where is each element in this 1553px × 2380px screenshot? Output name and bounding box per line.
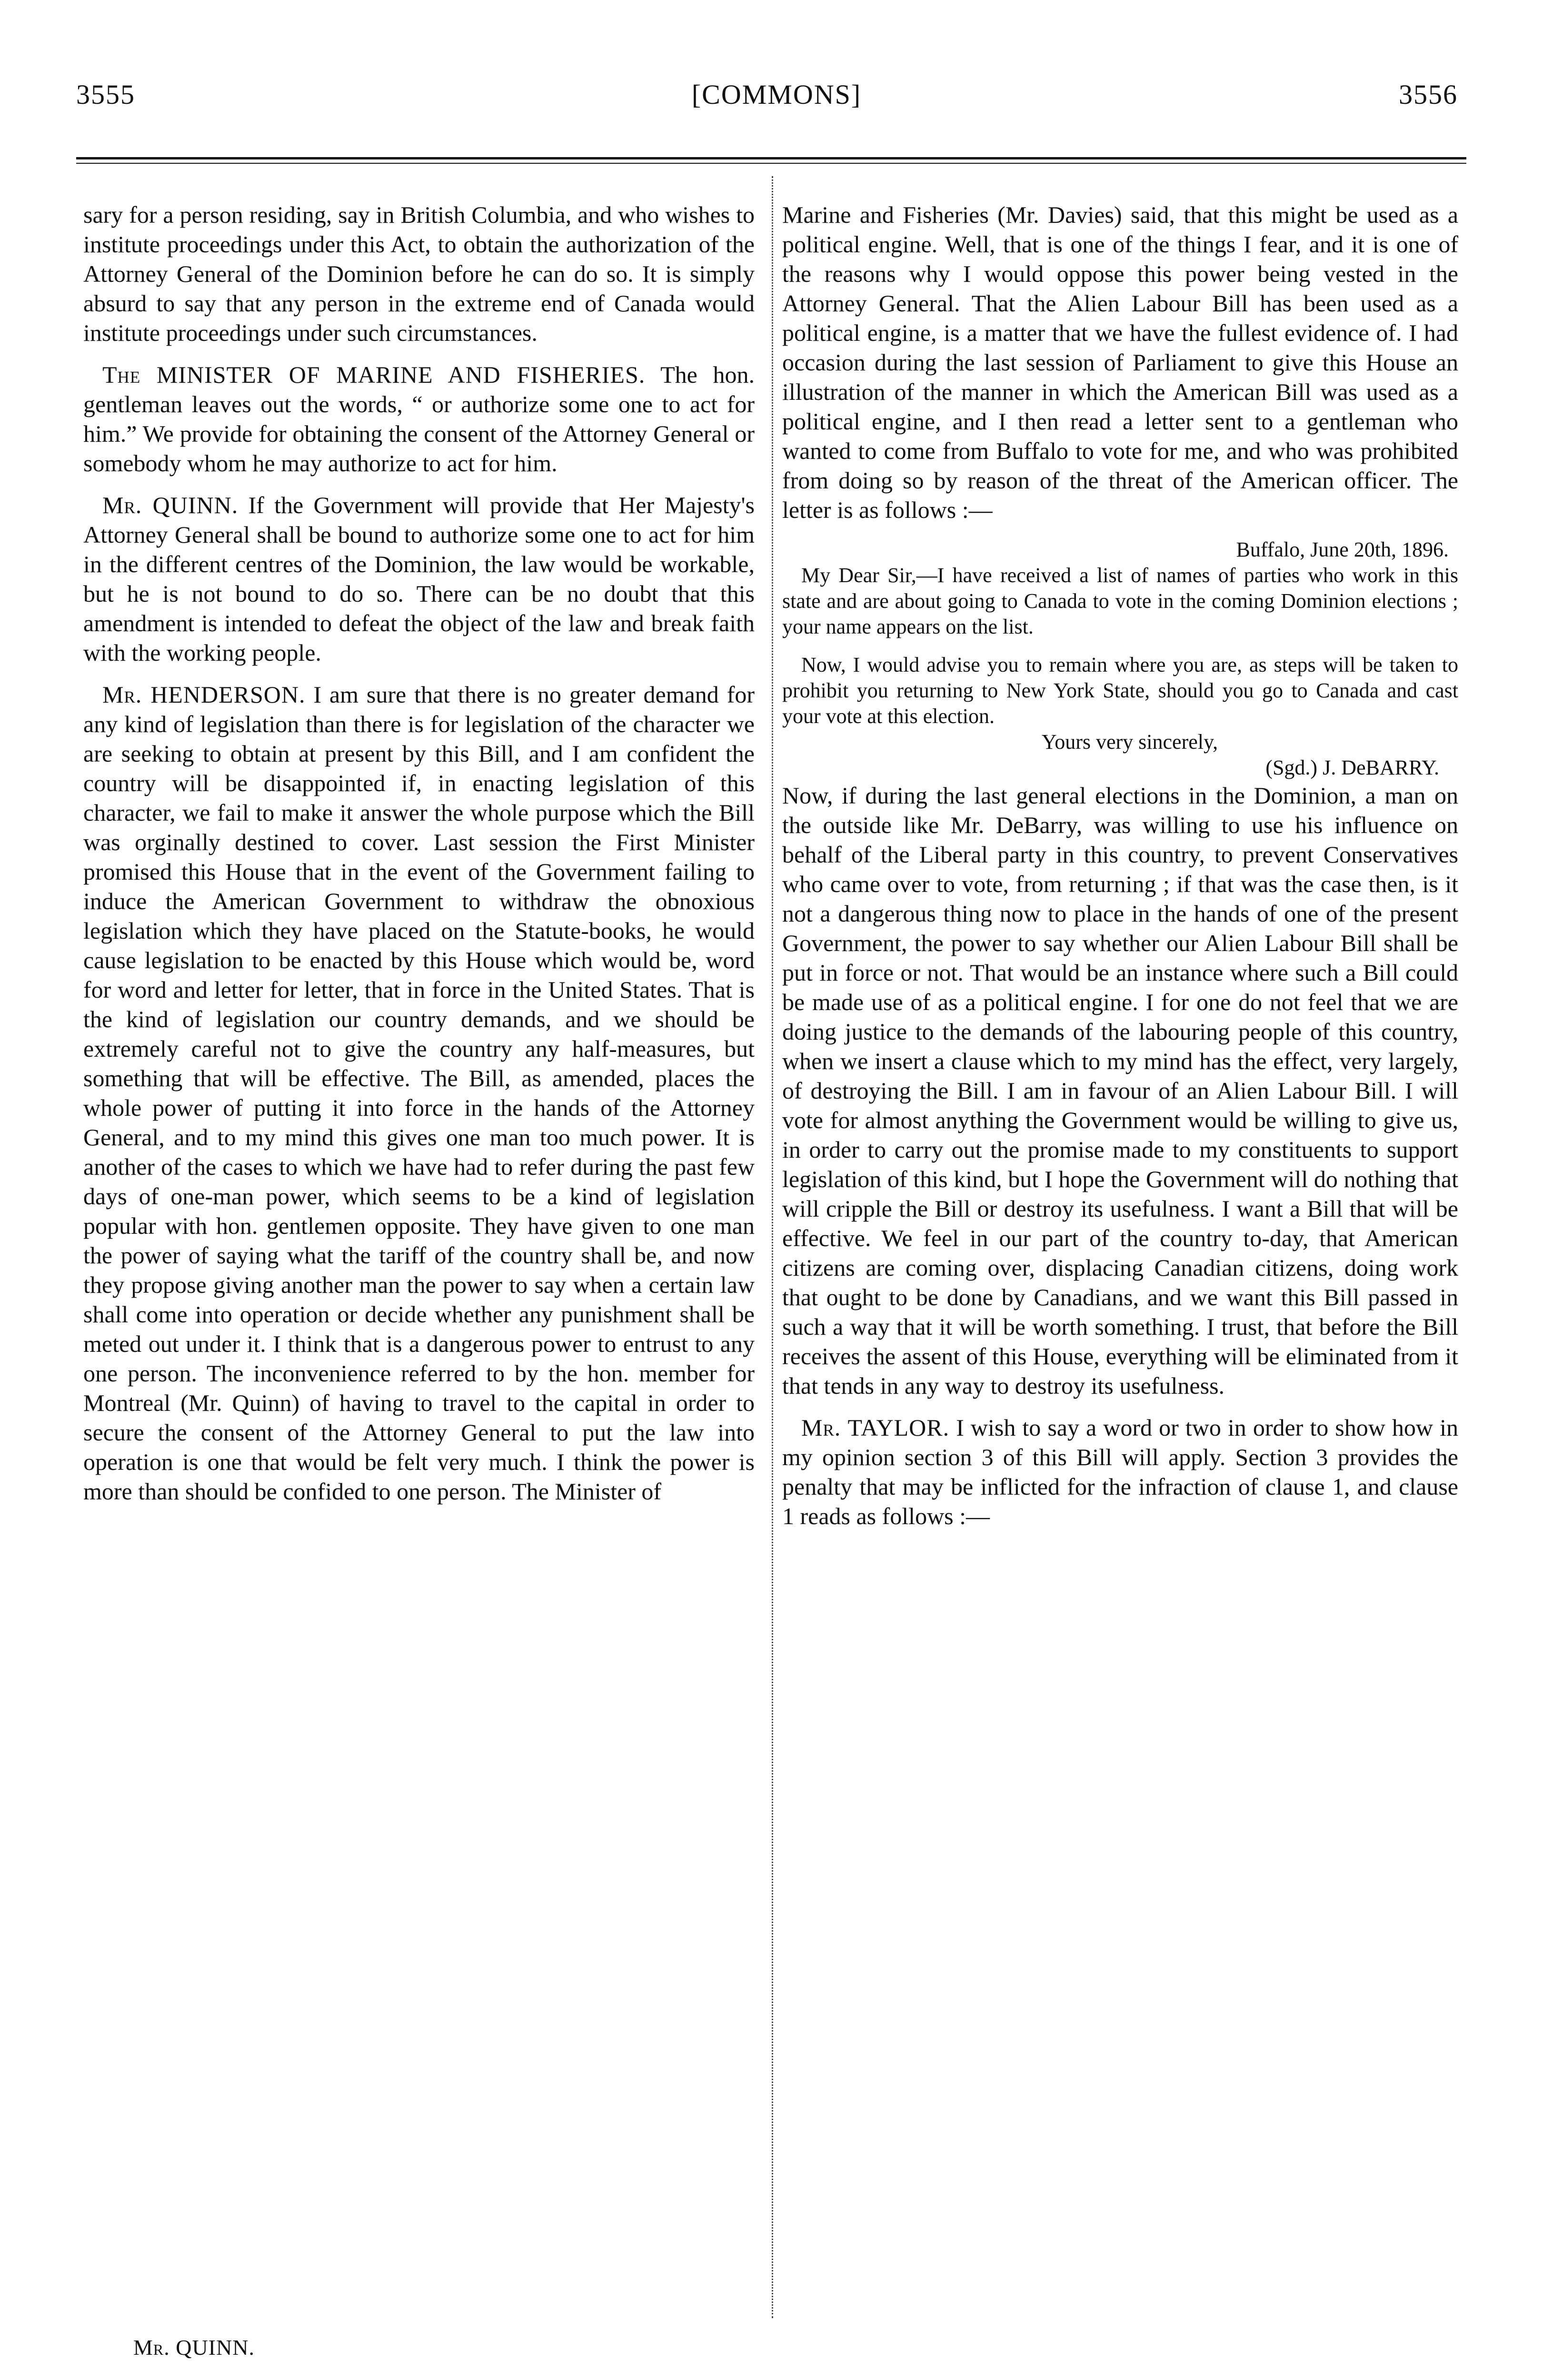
speech-text: I wish to say a word or two in order to show how in my opinion section 3 of this Bill will apply. Section 3 provides the penalty that may be inflicted for the infraction of clause 1, and clause 1 reads as follows :— [782,1414,1458,1529]
paragraph [83,490,755,667]
paragraph: Marine and Fisheries (Mr. Davies) said, that this might be used as a political engine. Well, that is one of the things I fear, and it is one of the reasons why I would oppose this power being vested in the Attorney General. That the Alien Labour Bill has been used as a political engine, is a matter that we have the fullest evidence of. I had occasion during the last session of Parliament to give this House an illustration of the manner in which the American Bill was used as a political engine, and I then read a letter sent to a gentleman who wanted to come from Buffalo to vote for me, and who was prohibited from doing so by reason of the threat of the American officer. The letter is as follows :— [782,201,1458,523]
running-footer: Mr. QUINN. [133,2335,255,2360]
header-rule [76,157,1466,159]
speaker-name: The MINISTER OF MARINE AND FISHERIES. [102,361,646,388]
page-header-title: [COMMONS] [691,79,862,110]
speaker-name: Mr. QUINN. [102,492,239,518]
letter-dateline: Buffalo, June 20th, 1896. [1236,538,1449,561]
paragraph: Now, if during the last general elections in the Dominion, a man on the outside like Mr. DeBarry, was willing to use his influence on behalf of the Liberal party in this country, to prevent Conservatives who came over to vote, from returning ; if that was the case then, is it not a dangerous thing now to place in the hands of one of the present Government, the power to say whether our Alien Labour Bill shall be put in force or not. That would be an instance where such a Bill could be made use of as a political engine. I for one do not feel that we are doing justice to the demands of the labouring people of this country, when we insert a clause which to my mind has the effect, very largely, of destroying the Bill. I am in favour of an Alien Labour Bill. I will vote for almost anything the Government would be willing to give us, in order to carry out the promise made to my constituents to support legislation of this kind, but I hope the Government will do nothing that will cripple the Bill or destroy its usefulness. I want a Bill that will be effective. We feel in our part of the country to-day, that American citizens are coming over, displacing Canadian citizens, doing work that ought to be done by Canadians, and we want this Bill passed in such a way that it will be worth something. I trust, that before the Bill receives the assent of this House, everything will be eliminated from it that tends in any way to destroy its usefulness. [782,782,1458,1399]
left-column [83,200,755,1506]
letter-signature: (Sgd.) J. DeBARRY. [1265,756,1439,779]
paragraph [83,680,755,1506]
speech-text: If the Government will provide that Her Majesty's Attorney General shall be bound to authorize some one to act for him in the different centres of the Dominion, the law would be workable, but he is not bound to do so. There can be no doubt that this amendment is intended to defeat the object of the law and break faith with the working people. [83,492,755,666]
paragraph: sary for a person residing, say in British Columbia, and who wishes to institute proceedings under this Act, to obtain the authorization of the Attorney General of the Dominion before he can do so. It is simply absurd to say that any person in the extreme end of Canada would institute proceedings under such circumstances. [83,201,755,346]
paragraph [782,1413,1458,1531]
paragraph [83,360,755,478]
quoted-letter [782,537,1458,781]
speaker-name: Mr. HENDERSON. [102,681,306,708]
page-number-right: 3556 [1399,79,1458,110]
speech-text: The hon. gentleman leaves out the words, “ or authorize some one to act for him.” We provide for obtaining the consent of the Attorney General or somebody whom he may authorize to act for him. [83,361,755,476]
header-rule [76,163,1466,164]
letter-paragraph: Now, I would advise you to remain where you are, as steps will be taken to prohibit you returning to New York State, should you go to Canada and cast your vote at this election. [782,653,1458,728]
column-divider [772,176,773,2318]
page-number-left: 3555 [76,79,135,110]
letter-closing: Yours very sincerely, [1041,730,1218,754]
letter-paragraph: My Dear Sir,—I have received a list of names of parties who work in this state and are about going to Canada to vote in the coming Dominion elections ; your name appears on the list. [782,564,1458,638]
speech-text: I am sure that there is no greater demand for any kind of legislation than there is for legislation of the character we are seeking to obtain at present by this Bill, and I am confident the country will be disappointed if, in enacting legislation of this character, we fail to make it answer the whole purpose which the Bill was orginally destined to cover. Last session the First Minister promised this House that in the event of the Government failing to induce the American Government to withdraw the obnoxious legislation which they have placed on the Statute-books, he would cause legislation to be enacted by this House which would be, word for word and letter for letter, that in force in the United States. That is the kind of legislation our country demands, and we should be extremely careful not to give the country any half-measures, but something that will be effective. The Bill, as amended, places the whole power of putting it into force in the hands of the Attorney General, and to my mind this gives one man too much power. It is another of the cases to which we have had to refer during the past few days of one-man power, which seems to be a kind of legislation popular with hon. gentlemen opposite. They have given to one man the power of saying what the tariff of the country shall be, and now they propose giving another man the power to say when a certain law shall come into operation or decide whether any punishment shall be meted out under it. I think that is a dangerous power to entrust to any one person. The inconvenience referred to by the hon. member for Montreal (Mr. Quinn) of having to travel to the capital in order to secure the consent of the Attorney General to put the law into operation is one that would be felt very much. I think the power is more than should be confided to one person. The Minister of [83,681,755,1505]
right-column [782,200,1458,1531]
speaker-name: Mr. TAYLOR. [801,1414,950,1441]
